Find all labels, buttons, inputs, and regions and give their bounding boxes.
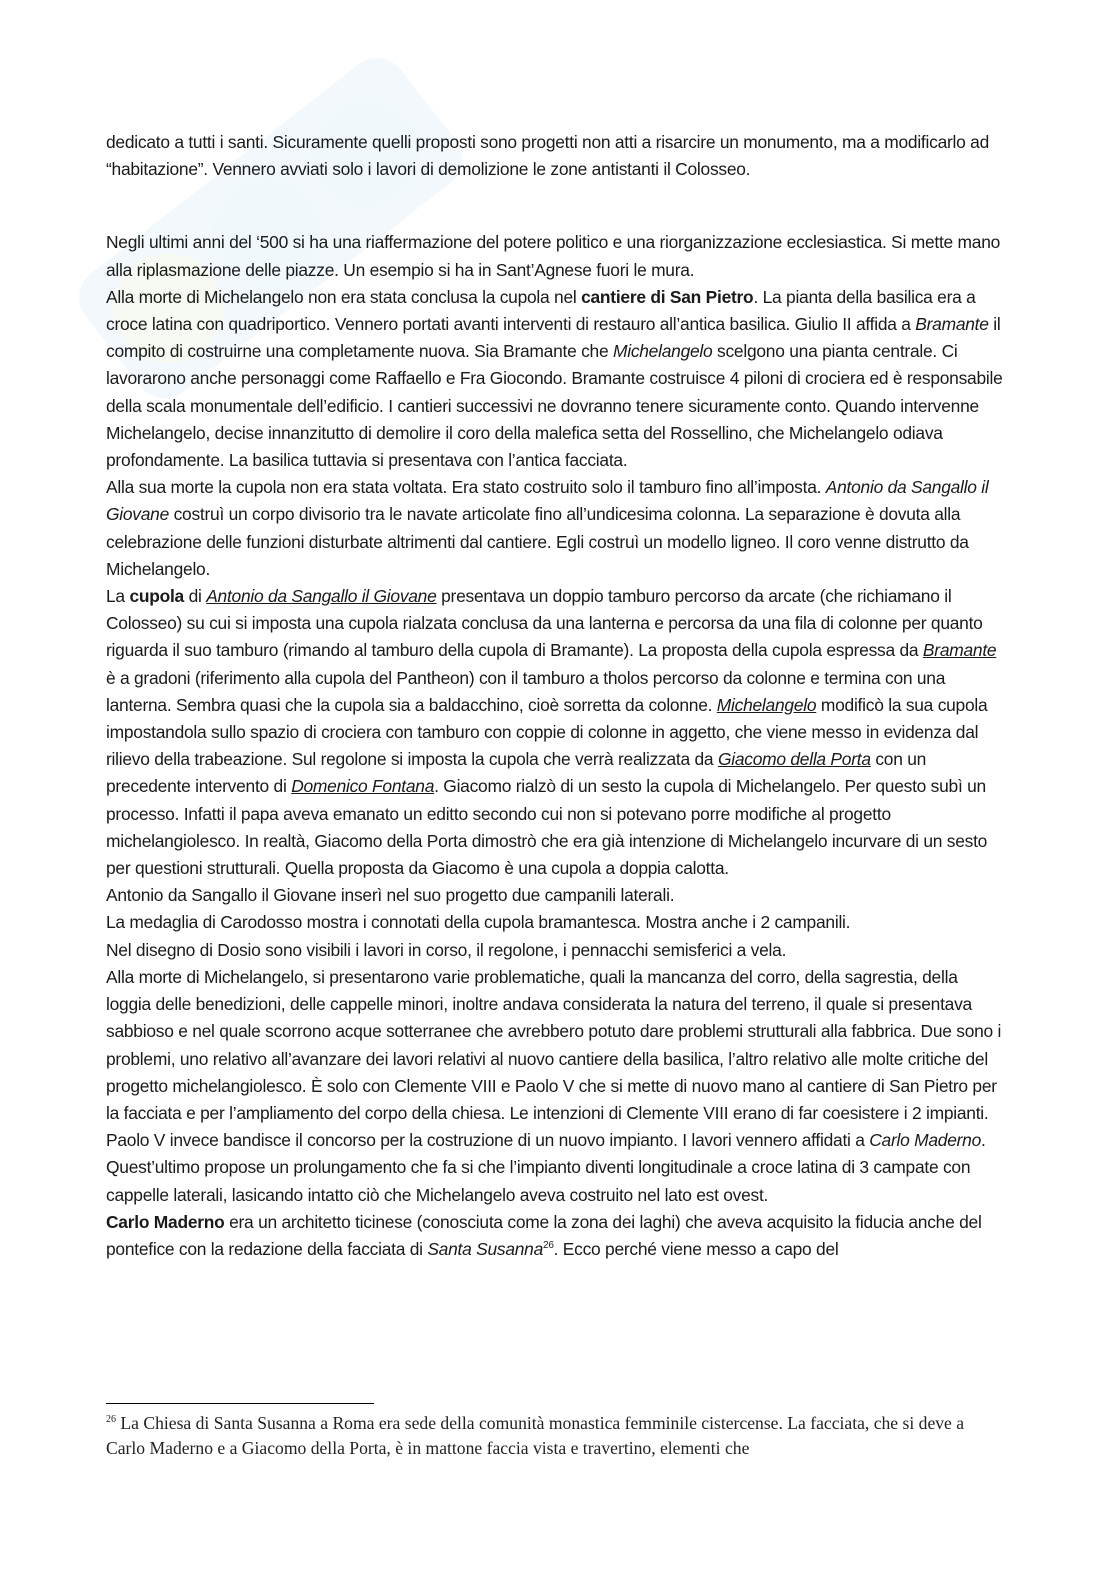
footnote-number: 26 <box>106 1414 116 1426</box>
paragraph: La medaglia di Carodosso mostra i connotati della cupola bramantesca. Mostra anche i 2 campanili. <box>106 912 851 933</box>
footnote <box>106 1411 986 1461</box>
footnote-divider <box>106 1403 374 1404</box>
footnote-ref[interactable]: 26 <box>543 1240 554 1252</box>
paragraph: Alla sua morte la cupola non era stata voltata. Era stato costruito solo il tamburo fino all’imposta. Antonio da Sangallo il Giovane costruì un corpo divisorio tra le navate articolate fino all’undicesima colonna. La separazione è dovuta alla celebrazione delle funzioni disturbate altrimenti dal cantiere. Egli costruì un modello ligneo. Il coro venne distrutto da Michelangelo. <box>106 477 989 579</box>
paragraph: Antonio da Sangallo il Giovane inserì nel suo progetto due campanili laterali. <box>106 885 675 906</box>
footnote-text: La Chiesa di Santa Susanna a Roma era sede della comunità monastica femminile cistercense. La facciata, che si deve a Carlo Maderno e a Giacomo della Porta, è in mattone faccia vista e travertino, elementi che <box>106 1413 965 1458</box>
paragraph: Nel disegno di Dosio sono visibili i lavori in corso, il regolone, i pennacchi semisferici a vela. <box>106 939 787 960</box>
paragraph: Negli ultimi anni del ‘500 si ha una riaffermazione del potere politico e una riorganizzazione ecclesiastica. Si mette mano alla riplasmazione delle piazze. Un esempio si ha in Sant’Agnese fuori le mura. <box>106 232 1001 280</box>
paragraph: dedicato a tutti i santi. Sicuramente quelli proposti sono progetti non atti a risarcire un monumento, ma a modificarlo ad “habitazione”. Vennero avviati solo i lavori di demolizione le zone antistanti il Colosseo. <box>106 132 989 180</box>
paragraph: Alla morte di Michelangelo, si presentarono varie problematiche, quali la mancanza del corro, della sagrestia, della loggia delle benedizioni, delle cappelle minori, inoltre andava considerata la natura del terreno, il quale si presentava sabbioso e nel quale scorrono acque sotterranee che avrebbero potuto dare problemi strutturali alla fabbrica. Due sono i problemi, uno relativo all’avanzare dei lavori relativi al nuovo cantiere della basilica, l’altro relativo alle molte critiche del progetto michelangiolesco. È solo con Clemente VIII e Paolo V che si mette di nuovo mano al cantiere di San Pietro per la facciata e per l’ampliamento del corpo della chiesa. Le intenzioni di Clemente VIII erano di far coesistere i 2 impianti. Paolo V invece bandisce il concorso per la costruzione di un nuovo impianto. I lavori vennero affidati a Carlo Maderno. Quest’ultimo propose un prolungamento che fa si che l’impianto diventi longitudinale a croce latina di 3 campate con cappelle laterali, lasicando intatto ciò che Michelangelo aveva costruito nel lato est ovest. <box>106 966 1002 1205</box>
document-body <box>106 129 1006 1263</box>
paragraph: Carlo Maderno era un architetto ticinese (conosciuta come la zona dei laghi) che aveva acquisito la fiducia anche del pontefice con la redazione della facciata di Santa Susanna$^{26}$. Ecco perché viene messo a capo del <box>106 1211 982 1259</box>
paragraph: La cupola di Antonio da Sangallo il Giovane presentava un doppio tamburo percorso da arcate (che richiamano il Colosseo) su cui si imposta una cupola rialzata conclusa da una lanterna e percorsa da una fila di colonne per quanto riguarda il suo tamburo (rimando al tamburo della cupola di Bramante). La proposta della cupola espressa da Bramante è a gradoni (riferimento alla cupola del Pantheon) con il tamburo a tholos percorso da colonne e termina con una lanterna. Sembra quasi che la cupola sia a baldacchino, cioè sorretta da colonne. Michelangelo modificò la sua cupola impostandola sullo spazio di crociera con tamburo con coppie di colonne in aggetto, che viene messo in evidenza dal rilievo della trabeazione. Sul regolone si imposta la cupola che verrà realizzata da Giacomo della Porta con un precedente intervento di Domenico Fontana. Giacomo rialzò di un sesto la cupola di Michelangelo. Per questo subì un processo. Infatti il papa aveva emanato un editto secondo cui non si potevano porre modifiche al progetto michelangiolesco. In realtà, Giacomo della Porta dimostrò che era già intenzione di Michelangelo incurvare di un sesto per questioni strutturali. Quella proposta da Giacomo è una cupola a doppia calotta. <box>106 586 997 879</box>
paragraph: Alla morte di Michelangelo non era stata conclusa la cupola nel cantiere di San Pietro. La pianta della basilica era a croce latina con quadriportico. Vennero portati avanti interventi di restauro all’antica basilica. Giulio II affida a Bramante il compito di costruirne una completamente nuova. Sia Bramante che Michelangelo scelgono una pianta centrale. Ci lavorarono anche personaggi come Raffaello e Fra Giocondo. Bramante costruisce 4 piloni di crociera ed è responsabile della scala monumentale dell’edificio. I cantieri successivi ne dovranno tenere sicuramente conto. Quando intervenne Michelangelo, decise innanzitutto di demolire il coro della malefica setta del Rossellino, che Michelangelo odiava profondamente. La basilica tuttavia si presentava con l’antica facciata. <box>106 286 1003 471</box>
